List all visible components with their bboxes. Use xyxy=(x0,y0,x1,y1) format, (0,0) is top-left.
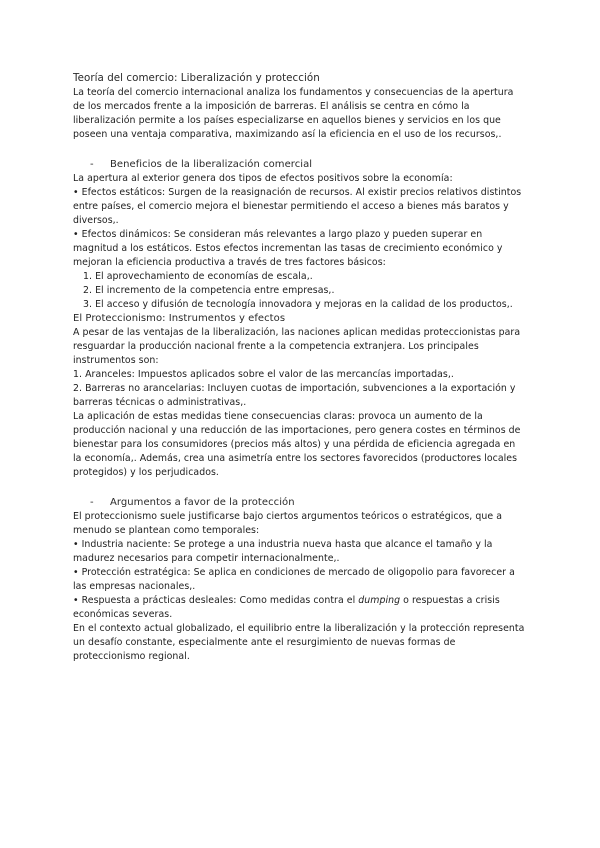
protectionism-lead: A pesar de las ventajas de la liberalización, las naciones aplican medidas proteccionistas para resguardar la producción nacional frente a la competencia extranjera. Los principales instrumentos son: xyxy=(73,327,521,366)
arguments-lead: El proteccionismo suele justificarse bajo ciertos argumentos teóricos o estratégicos, que a menudo se plantean como temporales: xyxy=(73,511,502,536)
dumping-term: dumping xyxy=(358,595,401,606)
unfair-practices-text: • Respuesta a prácticas desleales: Como medidas contra el xyxy=(73,595,359,606)
section-heading-text: Beneficios de la liberalización comercial xyxy=(110,159,313,170)
dash-marker: - xyxy=(90,497,94,508)
dynamic-effects-item: • Efectos dinámicos: Se consideran más relevantes a largo plazo y pueden superar en magnitud a los estáticos. Estos efectos incrementan las tasas de crecimiento económico y mejoran la eficiencia productiva a través de tres factores básicos: xyxy=(73,229,503,268)
section-heading-protectionism: El Proteccionismo: Instrumentos y efectos xyxy=(73,313,286,324)
tariffs-item: 1. Aranceles: Impuestos aplicados sobre el valor de las mercancías importadas,. xyxy=(73,369,454,380)
infant-industry-item: • Industria naciente: Se protege a una industria nueva hasta que alcance el tamaño y la madurez necesarios para competir internacionalmente,. xyxy=(73,539,493,564)
dash-marker: - xyxy=(90,159,94,170)
consequences-paragraph: La aplicación de estas medidas tiene consecuencias claras: provoca un aumento de la producción nacional y una reducción de las importaciones, pero genera costes en términos de bienestar para los consumidores (precios más altos) y una pérdida de eficiencia agregada en la economía,. Además, crea una asimetría entre los sectores favorecidos (productores locales protegidos) y los perjudicados. xyxy=(73,411,521,478)
intro-paragraph: La teoría del comercio internacional analiza los fundamentos y consecuencias de la apertura de los mercados frente a la imposición de barreras. El análisis se centra en cómo la liberalización permite a los países especializarse en aquellos bienes y servicios en los que poseen una ventaja comparativa, maximizando así la eficiencia en el uso de los recursos,. xyxy=(73,87,514,140)
factor-item-3: 3. El acceso y difusión de tecnología innovadora y mejoras en la calidad de los productos,. xyxy=(83,299,513,310)
non-tariff-item: 2. Barreras no arancelarias: Incluyen cuotas de importación, subvenciones a la exportación y barreras técnicas o administrativas,. xyxy=(73,383,516,408)
document-page xyxy=(73,71,525,664)
section-heading-text: Argumentos a favor de la protección xyxy=(110,497,295,508)
spacer xyxy=(73,142,525,158)
section-heading-arguments xyxy=(73,496,525,510)
unfair-practices-item xyxy=(73,594,525,622)
benefits-lead: La apertura al exterior genera dos tipos de efectos positivos sobre la economía: xyxy=(73,173,453,184)
static-effects-item: • Efectos estáticos: Surgen de la reasignación de recursos. Al existir precios relativos distintos entre países, el comercio mejora el bienestar permitiendo el acceso a bienes más baratos y diversos,. xyxy=(73,187,522,226)
unfair-practices-text-end: o respuestas a crisis económicas severas. xyxy=(73,595,500,620)
spacer xyxy=(73,480,525,496)
factor-item-1: 1. El aprovechamiento de economías de escala,. xyxy=(83,271,313,282)
document-title: Teoría del comercio: Liberalización y protección xyxy=(73,72,320,84)
factor-item-2: 2. El incremento de la competencia entre empresas,. xyxy=(83,285,335,296)
strategic-protection-item: • Protección estratégica: Se aplica en condiciones de mercado de oligopolio para favorecer a las empresas nacionales,. xyxy=(73,567,515,592)
section-heading-benefits xyxy=(73,158,525,172)
conclusion-paragraph: En el contexto actual globalizado, el equilibrio entre la liberalización y la protección representa un desafío constante, especialmente ante el resurgimiento de nuevas formas de proteccionismo regional. xyxy=(73,623,525,662)
